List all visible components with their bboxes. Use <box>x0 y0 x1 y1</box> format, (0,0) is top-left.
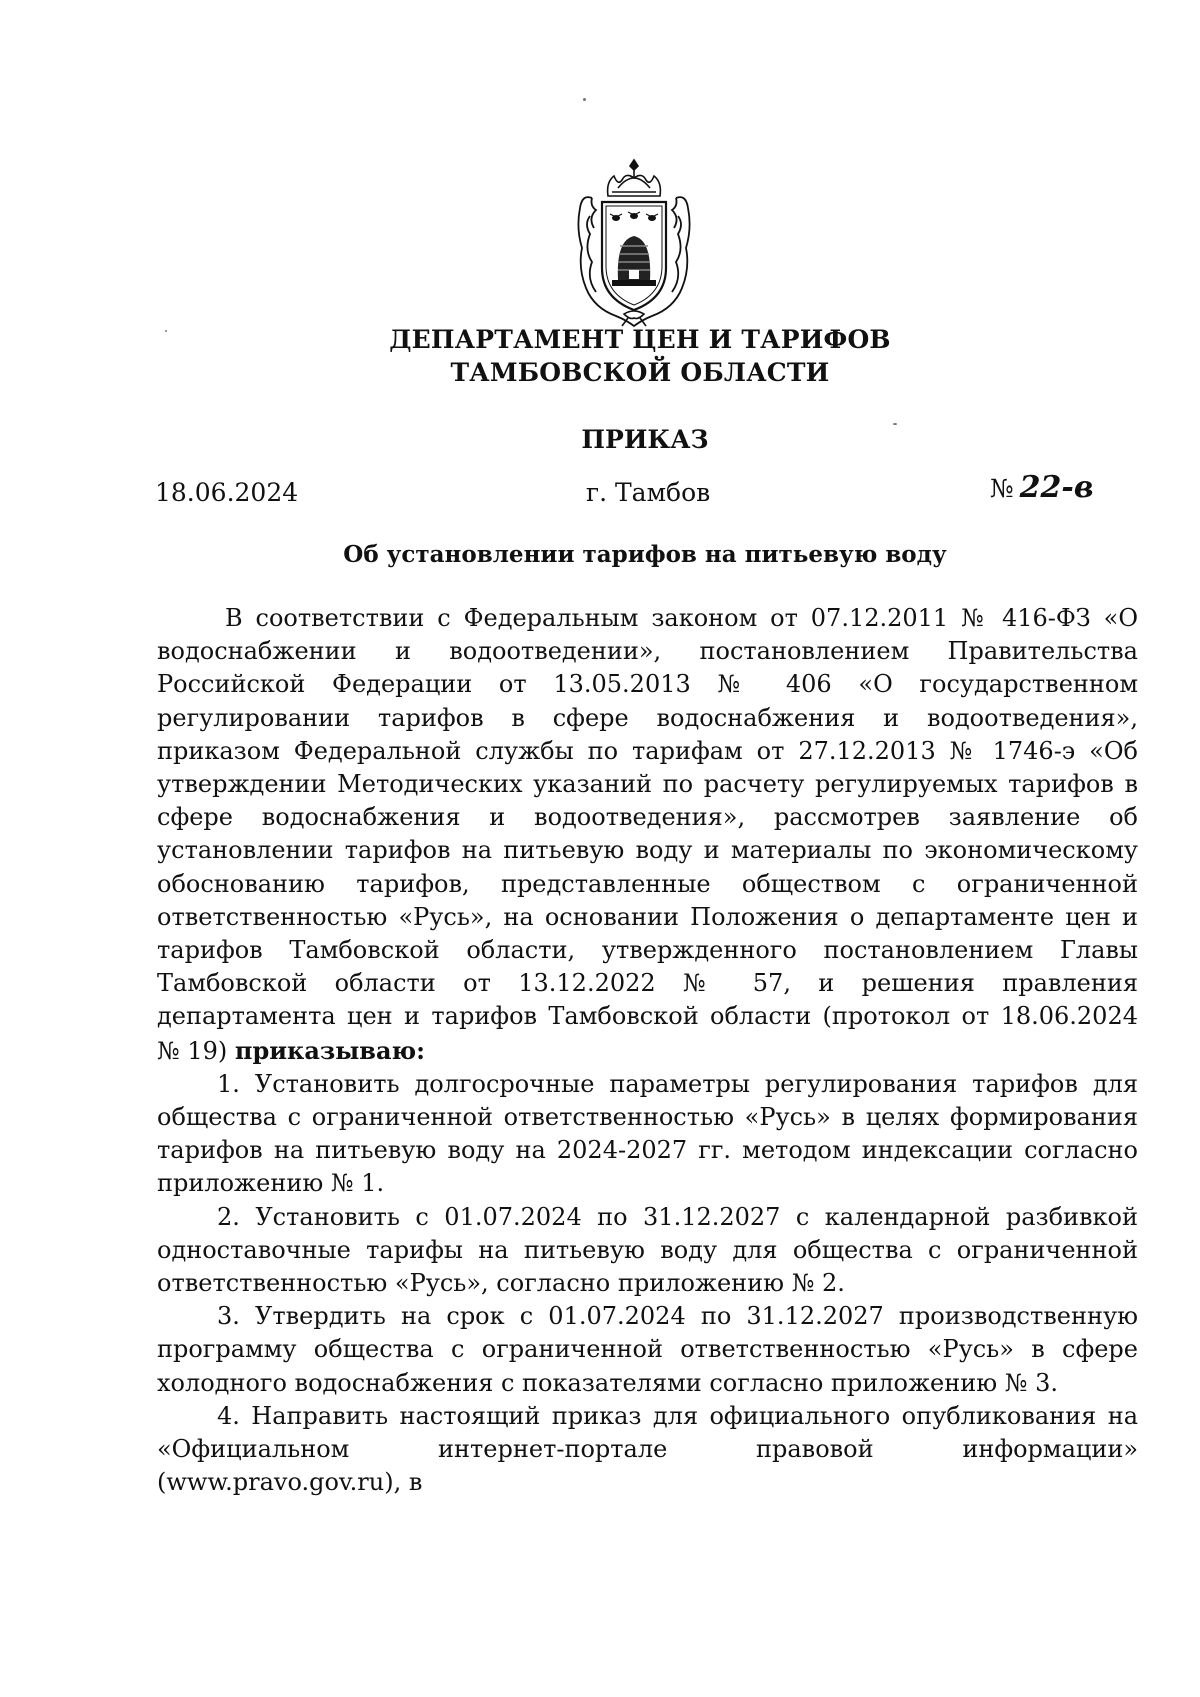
preamble-text: В соответствии с Федеральным законом от 07.12.2011 № 416-ФЗ «О водоснабжении и водоотведении», постановлением Правительства Российской Федерации от 13.05.2013 № 406 «О государственном регулировании тарифов в сфере водоснабжения и водоотведения», приказом Федеральной службы по тарифам от 27.12.2013 № 1746-э «Об утверждении Методических указаний по расчету регулируемых тарифов в сфере водоснабжения и водоотведения», рассмотрев заявление об установлении тарифов на питьевую воду и материалы по экономическому обоснованию тарифов, представленные обществом с ограниченной ответственностью «Русь», на основании Положения о департаменте цен и тарифов Тамбовской области, утвержденного постановлением Главы Тамбовской области от 13.12.2022 № 57, и решения правления департамента цен и тарифов Тамбовской области (протокол от 18.06.2024 № 19) <box>157 604 1138 1065</box>
document-type: ПРИКАЗ <box>581 425 709 454</box>
department-name-line1: ДЕПАРТАМЕНТ ЦЕН И ТАРИФОВ <box>389 325 891 354</box>
order-body <box>157 602 1138 1499</box>
preamble-paragraph <box>157 602 1138 1068</box>
order-word: приказываю: <box>234 1035 425 1065</box>
tambov-coat-of-arms-icon <box>568 158 700 328</box>
order-item-2: 2. Установить с 01.07.2024 по 31.12.2027 с календарной разбивкой одноставочные тарифы на питьевую воду для общества с ограниченной ответственностью «Русь», согласно приложению № 2. <box>157 1202 1138 1298</box>
order-item-4: 4. Направить настоящий приказ для официального опубликования на «Официальном интернет-портале правовой информации» (www.pravo.gov.ru), в <box>157 1401 1138 1497</box>
department-name-line2: ТАМБОВСКОЙ ОБЛАСТИ <box>450 358 830 387</box>
order-number <box>990 470 1094 505</box>
order-number-label: № <box>990 474 1014 503</box>
order-city: г. Тамбов <box>586 478 711 507</box>
order-date: 18.06.2024 <box>155 478 299 507</box>
order-item-1: 1. Установить долгосрочные параметры регулирования тарифов для общества с ограниченной ответственностью «Русь» в целях формирования тарифов на питьевую воду на 2024-2027 гг. методом индексации согласно приложению № 1. <box>157 1069 1138 1198</box>
order-subject: Об установлении тарифов на питьевую воду <box>343 541 947 568</box>
order-number-handwritten: 22-в <box>1019 470 1094 505</box>
order-item-3: 3. Утвердить на срок с 01.07.2024 по 31.12.2027 производственную программу общества с ограниченной ответственностью «Русь» в сфере холодного водоснабжения с показателями согласно приложению № 3. <box>157 1302 1138 1397</box>
